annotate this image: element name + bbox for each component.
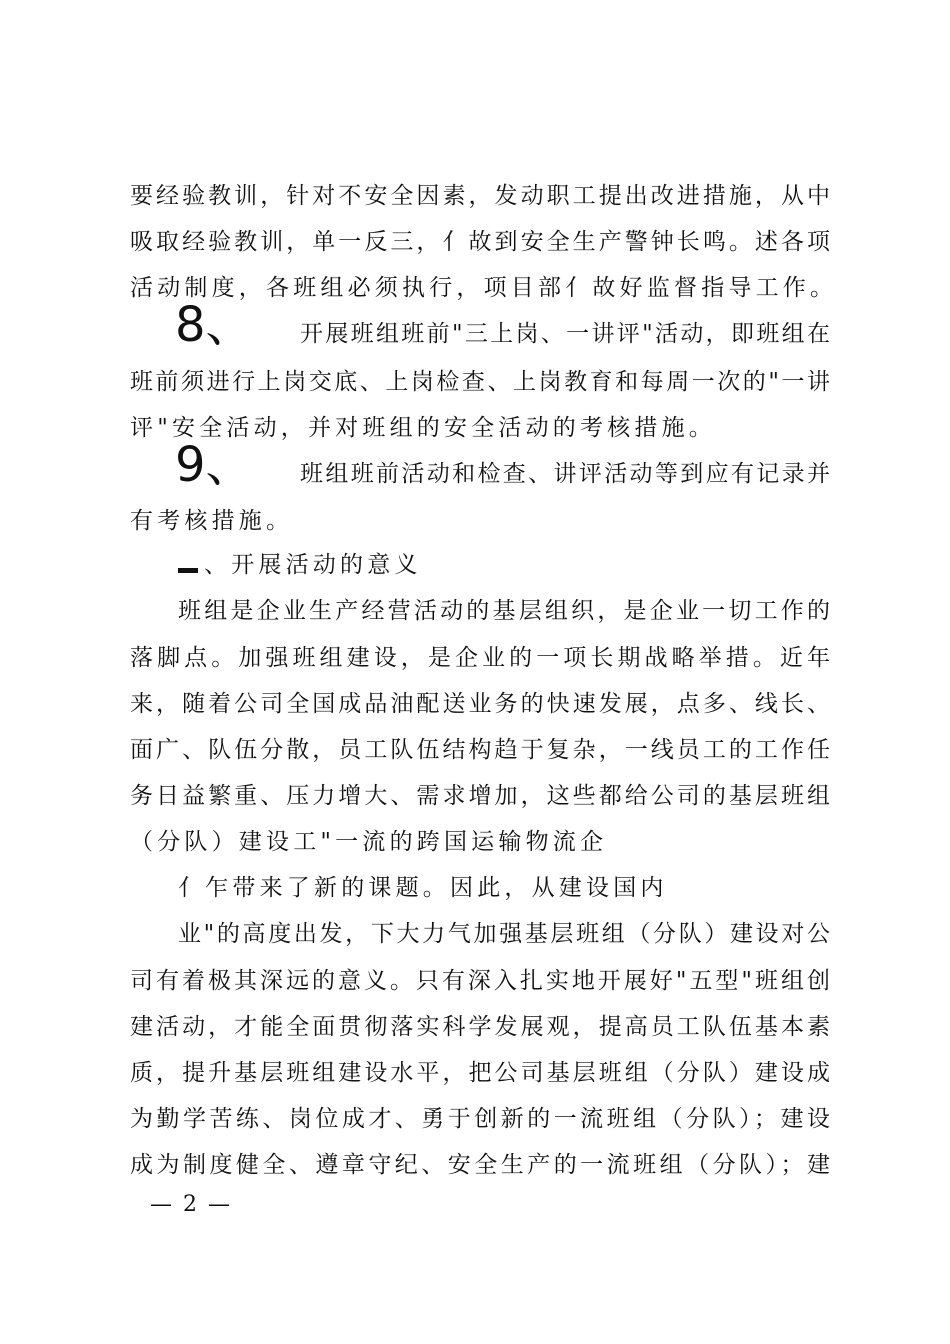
paragraph-line: 面广、队伍分散，员工队伍结构趋于复杂，一线员工的工作任 (130, 737, 830, 763)
page-number: — 2 — (150, 1192, 232, 1217)
text-line: 评"安全活动，并对班组的安全活动的考核措施。 (130, 415, 716, 441)
paragraph-line: （分队）建设工"一流的跨国运输物流企 (130, 829, 608, 855)
paragraph-line: 建活动，才能全面贯彻落实科学发展观，提高员工队伍基本素 (130, 1014, 830, 1040)
section-heading (178, 550, 578, 580)
paragraph-line: 班组是企业生产经营活动的基层组织，是企业一切工作的 (178, 598, 830, 624)
paragraph-line: 落脚点。加强班组建设，是企业的一项长期战略举措。近年 (130, 645, 830, 671)
paragraph-line: 成为制度健全、遵章守纪、安全生产的一流班组（分队）；建 (130, 1152, 830, 1178)
text-line: 班前须进行上岗交底、上岗检查、上岗教育和每周一次的"一讲 (130, 369, 830, 395)
paragraph-line: 质，提升基层班组建设水平，把公司基层班组（分队）建设成 (130, 1060, 830, 1086)
item-number-9: 9、 (175, 437, 254, 493)
text-line: 吸取经验教训，单一反三，亻故到安全生产警钟长鸣。述各项 (130, 229, 830, 255)
paragraph-line: 为勤学苦练、岗位成才、勇于创新的一流班组（分队）；建设 (130, 1106, 830, 1132)
dash-mark (178, 568, 198, 573)
text-line: 有考核措施。 (130, 508, 294, 534)
section-heading-text: 、开展活动的意义 (204, 552, 422, 578)
paragraph-line: 亻乍带来了新的课题。因此，从建设国内 (178, 875, 668, 901)
item-9-text: 班组班前活动和检查、讲评活动等到应有记录并 (300, 461, 830, 487)
item-8-text: 开展班组班前"三上岗、一讲评"活动，即班组在 (300, 321, 830, 347)
text-line: 要经验教训，针对不安全因素，发动职工提出改进措施，从中 (130, 183, 830, 209)
paragraph-line: 务日益繁重、压力增大、需求增加，这些都给公司的基层班组 (130, 783, 830, 809)
paragraph-line: 业"的高度出发，下大力气加强基层班组（分队）建设对公 (178, 921, 830, 947)
text-line: 活动制度，各班组必须执行，项目部亻故好监督指导工作。 (130, 275, 838, 301)
paragraph-line: 司有着极其深远的意义。只有深入扎实地开展好"五型"班组创 (130, 968, 830, 994)
item-number-8: 8、 (175, 297, 254, 353)
paragraph-line: 来，随着公司全国成品油配送业务的快速发展，点多、线长、 (130, 691, 830, 717)
